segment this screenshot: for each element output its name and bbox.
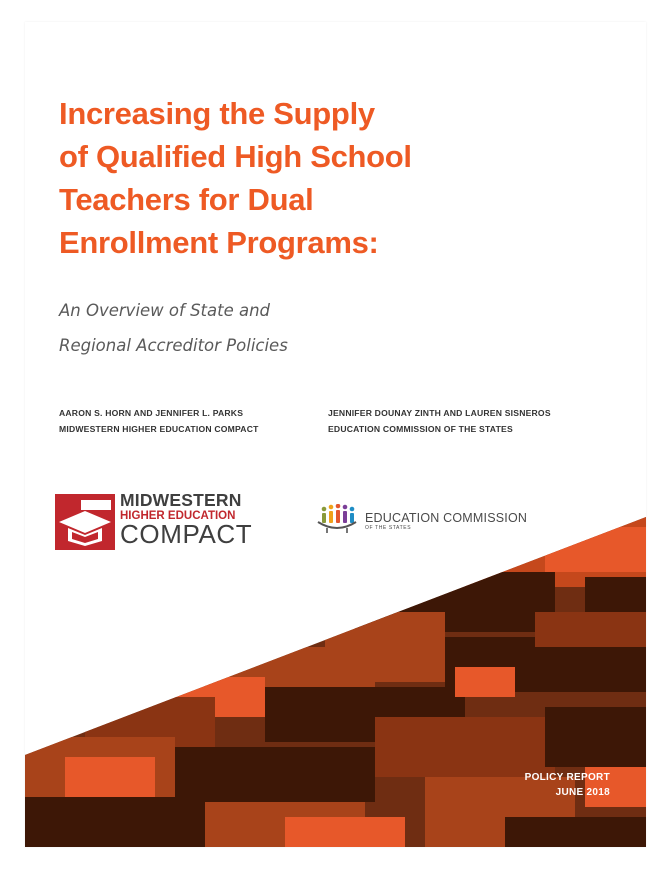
author-organization: MIDWESTERN HIGHER EDUCATION COMPACT (59, 424, 259, 434)
report-subtitle (59, 293, 559, 363)
report-type: POLICY REPORT (524, 772, 610, 783)
report-date: JUNE 2018 (555, 787, 610, 798)
report-label (525, 770, 610, 800)
ecs-logo-text: EDUCATION COMMISSION (365, 511, 528, 525)
title-line: of Qualified High School (59, 139, 412, 174)
title-line: Teachers for Dual (59, 182, 314, 217)
author-names: JENNIFER DOUNAY ZINTH AND LAUREN SISNEROS (328, 408, 551, 418)
report-cover (25, 22, 646, 847)
title-line: Enrollment Programs: (59, 225, 379, 260)
subtitle-line: An Overview of State and (59, 301, 271, 320)
mhec-logo-text: COMPACT (120, 519, 253, 549)
ecs-logo-text: OF THE STATES (365, 525, 412, 531)
mhec-logo-text: HIGHER EDUCATION (120, 510, 236, 522)
title-line: Increasing the Supply (59, 96, 375, 131)
authors-ecs (328, 405, 551, 437)
author-names: AARON S. HORN AND JENNIFER L. PARKS (59, 408, 244, 418)
authors-mhec (59, 405, 259, 437)
subtitle-line: Regional Accreditor Policies (59, 336, 288, 355)
report-title (59, 92, 559, 264)
mhec-logo-text: MIDWESTERN (120, 490, 242, 510)
author-organization: EDUCATION COMMISSION OF THE STATES (328, 424, 513, 434)
